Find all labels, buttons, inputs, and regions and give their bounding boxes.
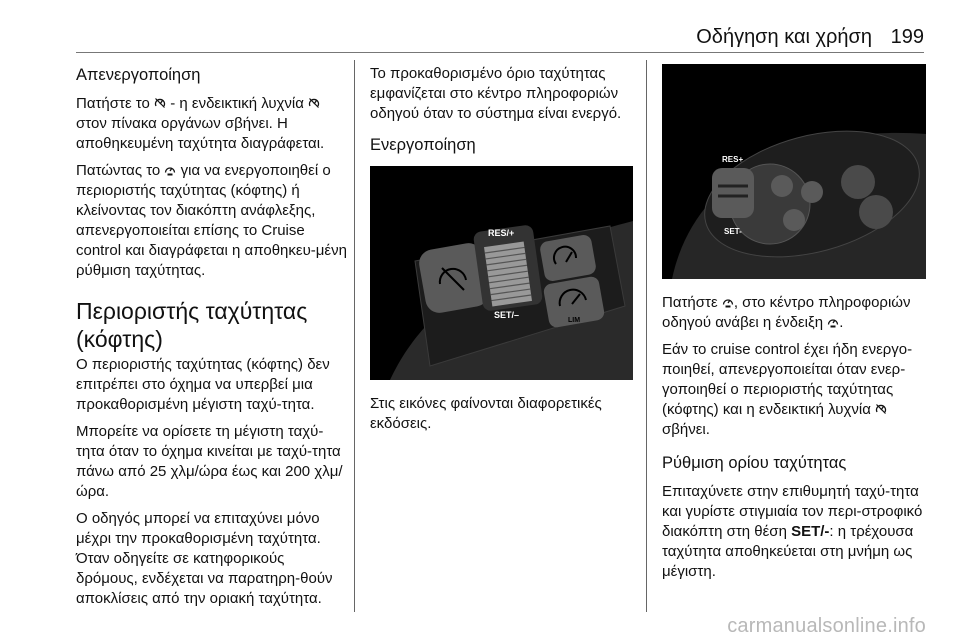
paragraph: Μπορείτε να ορίσετε τη μέγιστη ταχύ-τητα όταν το όχημα κινείται με ταχύ-τητα πάνω από 25 χλμ/ώρα έως και 200 χλμ/ώρα. [76, 423, 343, 500]
section-heading-line-1: Περιοριστής ταχύτητας [76, 298, 308, 324]
extra-button-1 [841, 165, 875, 199]
cruise-control-icon [154, 97, 166, 109]
set-label: SET/– [494, 310, 520, 320]
set-limit-heading: Ρύθμιση ορίου ταχύτητας [662, 454, 847, 472]
deactivation-paragraph [76, 94, 348, 154]
speed-limiter-button [783, 209, 805, 231]
text-span: Πατώντας το [76, 162, 165, 179]
res-label: RES+ [722, 155, 744, 164]
set-label: SET- [724, 227, 742, 236]
watermark: carmanualsonline.info [727, 615, 926, 637]
set-key-label: SET/- [791, 523, 830, 540]
text-span: - η ενδεικτική λυχνία [166, 95, 309, 112]
cruise-note-paragraph [662, 340, 926, 440]
set-limit-paragraph [662, 482, 926, 582]
section-heading [76, 297, 348, 353]
text-span: σβήνει. [662, 421, 710, 438]
steering-controls-figure-1 [370, 166, 633, 380]
column-3 [662, 64, 926, 589]
text-span: Επιταχύνετε στην επιθυμητή ταχύ-τητα και γυρίστε στιγμιαία τον περι-στροφικό διακόπτη στη θέση [662, 483, 923, 540]
lim-label: LIM [568, 317, 581, 324]
paragraph: Ο περιοριστής ταχύτητας (κόφτης) δεν επιτρέπει στο όχημα να υπερβεί μια προκαθορισμένη μέγιστη ταχύ-τητα. [76, 356, 330, 413]
column-1 [76, 64, 348, 616]
extra-button-2 [859, 195, 893, 229]
figure-caption: Στις εικόνες φαίνονται διαφορετικές εκδόσεις. [370, 395, 602, 432]
text-span: Εάν το cruise control έχει ήδη ενεργο-ποιηθεί, απενεργοποιείται όταν ενερ-γοποιηθεί ο περιοριστής ταχύτητας (κόφτης) και η ενδεικτική λυχνία [662, 341, 913, 418]
res-label: RES/+ [488, 228, 515, 238]
text-span: για να ενεργοποιηθεί ο περιοριστής ταχύτητας (κόφτης) ή κλείνοντας τον διακόπτη ανάφλεξης, απενεργοποιείται επίσης το Cruise control και διαγράφεται η αποθηκευ-μένη ρύθμιση ταχύτητας. [76, 162, 347, 279]
column-separator-2 [646, 60, 647, 612]
text-span: . [839, 314, 844, 331]
text-span: Πατήστε το [76, 95, 155, 112]
text-span: Πατήστε [662, 294, 722, 311]
cancel-button [771, 175, 793, 197]
cruise-on-button [801, 181, 823, 203]
text-span: , στο κέντρο πληροφοριών οδηγού ανάβει η ένδειξη [662, 294, 911, 331]
page-number: 199 [890, 26, 924, 48]
deactivation-heading: Απενεργοποίηση [76, 66, 201, 84]
activation-paragraph [662, 293, 926, 333]
limiter-paragraph [76, 161, 348, 281]
activation-heading: Ενεργοποίηση [370, 136, 476, 154]
section-heading-line-2: (κόφτης) [76, 326, 163, 352]
steering-controls-figure-2 [662, 64, 926, 279]
text-span: : η τρέχουσα ταχύτητα αποθηκεύεται στη μνήμη ως μέγιστη. [662, 523, 914, 580]
cruise-control-icon [308, 97, 320, 109]
paragraph: Ο οδηγός μπορεί να επιταχύνει μόνο μέχρι την προκαθορισμένη ταχύτητα. Όταν οδηγείτε σε κατηφορικούς δρόμους, ενδέχεται να παρατηρη-θούν αποκλίσεις από την οριακή ταχύτητα. [76, 510, 333, 607]
speed-limiter-icon [827, 316, 839, 328]
running-title: Οδήγηση και χρήση [696, 26, 872, 48]
text-span: στον πίνακα οργάνων σβήνει. Η αποθηκευμένη ταχύτητα διαγράφεται. [76, 115, 325, 152]
paragraph: Το προκαθορισμένο όριο ταχύτητας εμφανίζεται στο κέντρο πληροφοριών οδηγού όταν το σύστημα είναι ενεργό. [370, 65, 622, 122]
header-rule [76, 52, 924, 53]
speed-limiter-icon [164, 164, 176, 176]
rocker-switch [712, 168, 754, 218]
speed-limiter-icon [722, 296, 734, 308]
cruise-control-icon [875, 403, 887, 415]
page-header [0, 0, 960, 52]
column-2 [370, 64, 640, 441]
column-separator-1 [354, 60, 355, 612]
